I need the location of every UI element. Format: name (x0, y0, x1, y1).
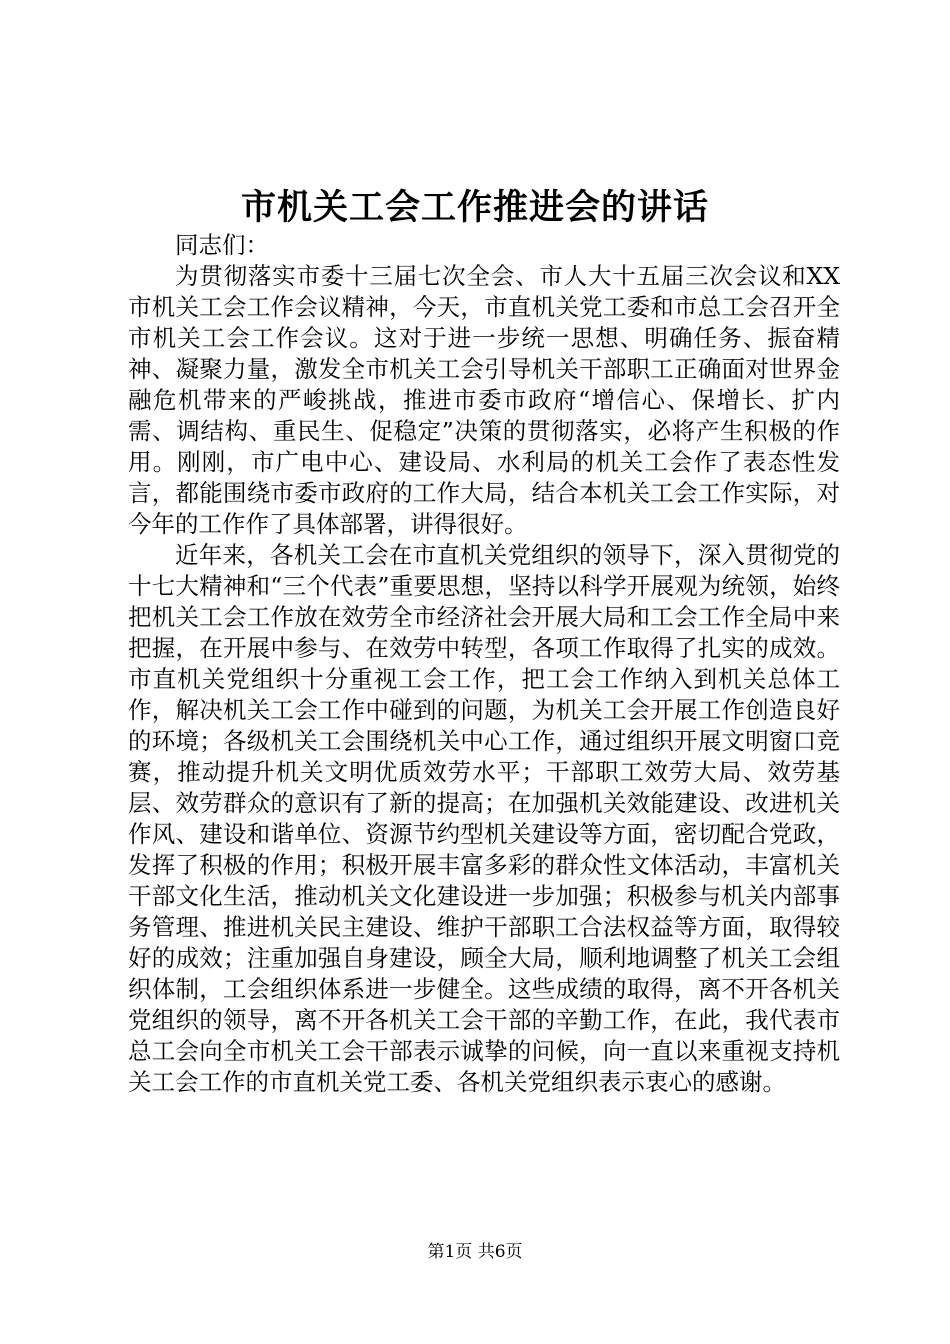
paragraph-1: 为贯彻落实市委十三届七次全会、市人大十五届三次会议和XX市机关工会工作会议精神，今天，市直机关党工委和市总工会召开全市机关工会工作会议。这对于进一步统一思想、明确任务、振奋精神、凝聚力量，激发全市机关工会引导机关干部职工正确面对世界金融危机带来的严峻挑战，推进市委市政府“增信心、保增长、扩内需、调结构、重民生、促稳定”决策的贯彻落实，必将产生积极的作用。刚刚，市广电中心、建设局、水利局的机关工会作了表态性发言，都能围绕市委市政府的工作大局，结合本机关工会工作实际，对今年的工作作了具体部署，讲得很好。 (128, 262, 840, 538)
paragraph-2: 近年来，各机关工会在市直机关党组织的领导下，深入贯彻党的十七大精神和“三个代表”重要思想，坚持以科学开展观为统领，始终把机关工会工作放在效劳全市经济社会开展大局和工会工作全局中来把握，在开展中参与、在效劳中转型，各项工作取得了扎实的成效。市直机关党组织十分重视工会工作，把工会工作纳入到机关总体工作，解决机关工会工作中碰到的问题，为机关工会开展工作创造良好的环境；各级机关工会围绕机关中心工作，通过组织开展文明窗口竞赛，推动提升机关文明优质效劳水平；干部职工效劳大局、效劳基层、效劳群众的意识有了新的提高；在加强机关效能建设、改进机关作风、建设和谐单位、资源节约型机关建设等方面，密切配合党政，发挥了积极的作用；积极开展丰富多彩的群众性文体活动，丰富机关干部文化生活，推动机关文化建设进一步加强；积极参与机关内部事务管理、推进机关民主建设、维护干部职工合法权益等方面，取得较好的成效；注重加强自身建设，顾全大局，顺利地调整了机关工会组织体制，工会组织体系进一步健全。这些成绩的取得，离不开各机关党组织的领导，离不开各机关工会干部的辛勤工作，在此，我代表市总工会向全市机关工会干部表示诚挚的问候，向一直以来重视支持机关工会工作的市直机关党工委、各机关党组织表示衷心的感谢。 (128, 541, 840, 1096)
document-body (128, 230, 840, 1098)
page-footer: 第1页 共6页 (427, 1242, 523, 1262)
document-title: 市机关工会工作推进会的讲话 (240, 187, 709, 228)
salutation: 同志们： (175, 231, 269, 259)
